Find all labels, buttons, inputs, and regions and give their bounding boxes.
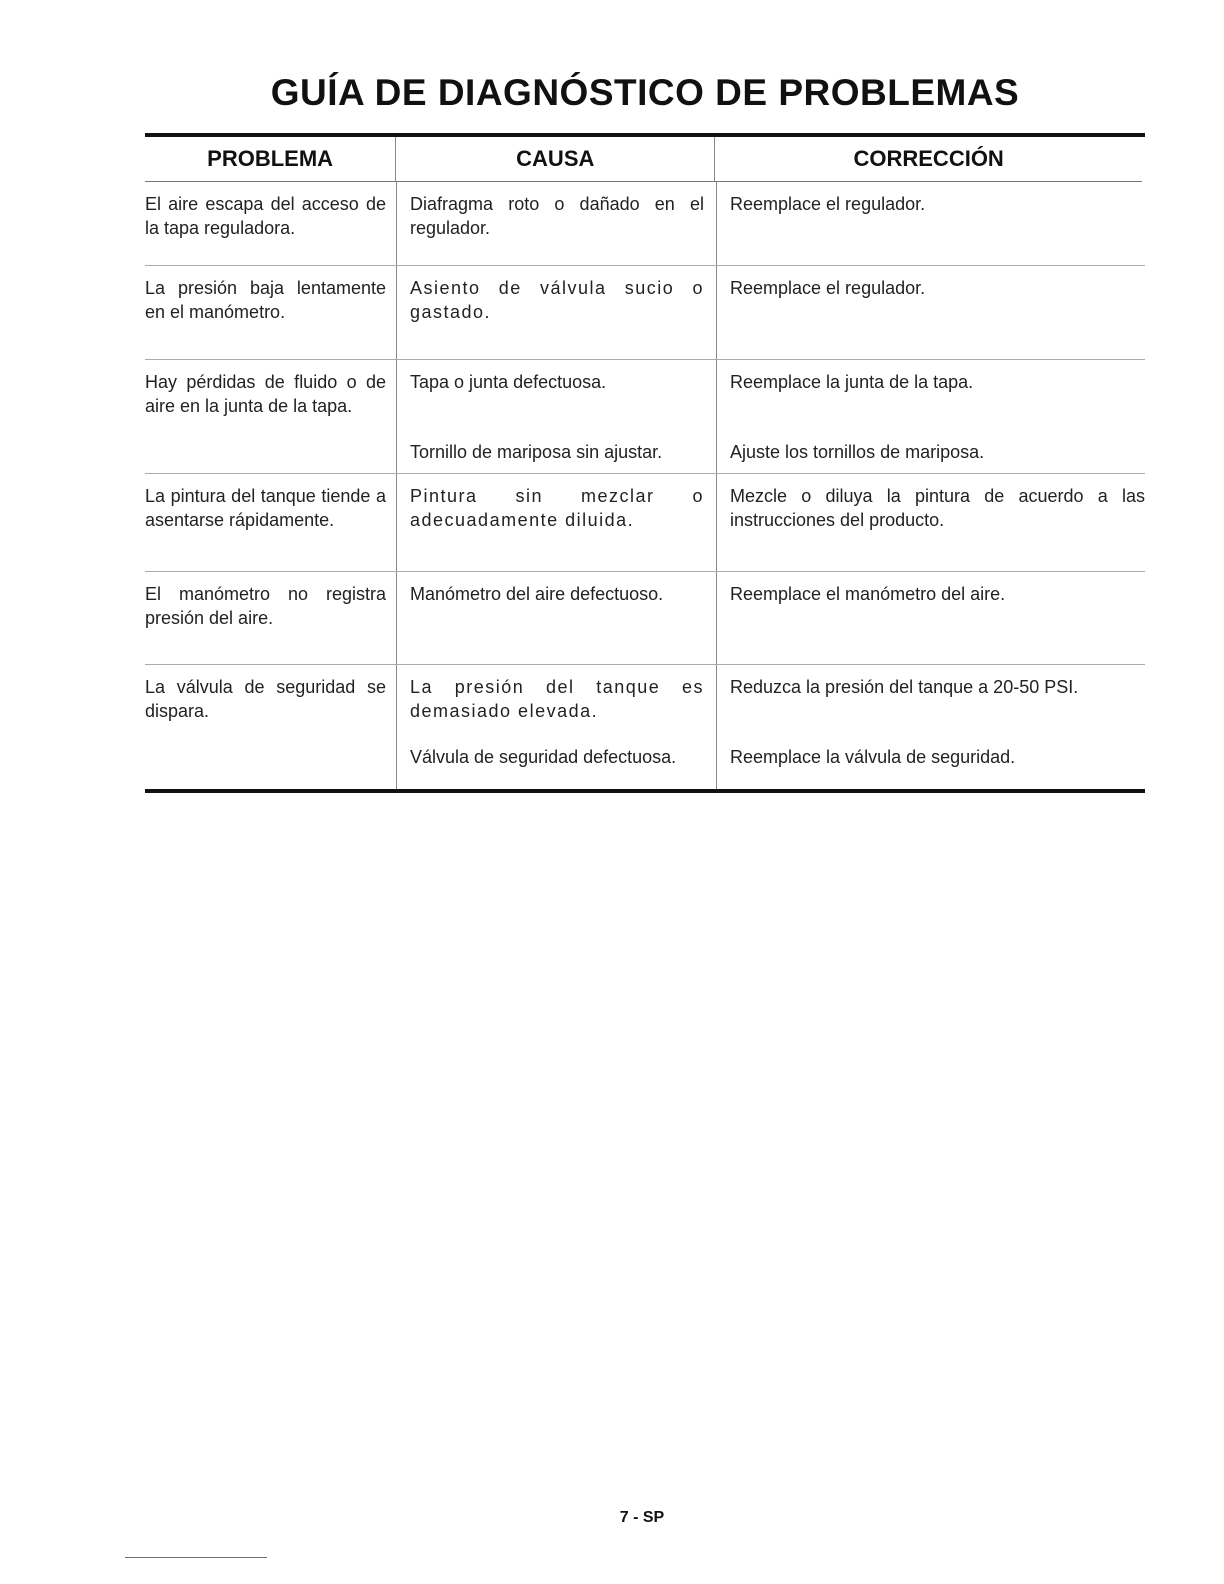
table-row: [145, 360, 1145, 474]
cause-cell: [396, 360, 716, 473]
table-row: [145, 665, 1145, 789]
table-row: [145, 266, 1145, 360]
fix-text: Ajuste los tornillos de mariposa.: [730, 442, 985, 462]
problem-cell: La válvula de seguridad se dispara.: [145, 677, 386, 721]
fix-text: Mezcle o diluya la pintura de acuerdo a las instrucciones del producto.: [730, 486, 1145, 530]
footer-link-underline: [125, 1557, 267, 1558]
cause-text: Pintura sin mezclar o adecuadamente diluida.: [410, 486, 704, 530]
fix-cell: [716, 266, 1145, 359]
cause-text: Diafragma roto o dañado en el regulador.: [410, 194, 704, 238]
table-row: [145, 182, 1145, 266]
fix-cell: [716, 182, 1145, 265]
cause-text: Tornillo de mariposa sin ajustar.: [410, 442, 663, 462]
cause-cell: [396, 266, 716, 359]
table-bottom-rule: [145, 789, 1145, 793]
fix-cell: [716, 474, 1145, 571]
fix-cell: [716, 360, 1145, 473]
page-title: GUÍA DE DIAGNÓSTICO DE PROBLEMAS: [270, 72, 1020, 113]
problem-cell: La presión baja lentamente en el manómetro.: [145, 278, 386, 322]
cause-text: Asiento de válvula sucio o gastado.: [410, 278, 704, 322]
cause-cell: [396, 182, 716, 265]
page-number: 7 - SP: [619, 1509, 665, 1526]
table-header-row: [145, 137, 1142, 182]
fix-text: Reduzca la presión del tanque a 20-50 PSI.: [730, 677, 1079, 697]
fix-cell: [716, 665, 1145, 789]
problem-cell: El aire escapa del acceso de la tapa reguladora.: [145, 194, 386, 238]
header-fix: CORRECCIÓN: [714, 137, 1142, 181]
fix-text: Reemplace el manómetro del aire.: [730, 584, 1006, 604]
fix-text: Reemplace la junta de la tapa.: [730, 372, 974, 392]
fix-text: Reemplace el regulador.: [730, 278, 926, 298]
cause-text: Válvula de seguridad defectuosa.: [410, 747, 677, 767]
fix-cell: [716, 572, 1145, 664]
fix-text: Reemplace el regulador.: [730, 194, 926, 214]
cause-cell: [396, 572, 716, 664]
fix-text: Reemplace la válvula de seguridad.: [730, 747, 1016, 767]
table-row: [145, 572, 1145, 665]
cause-text: Tapa o junta defectuosa.: [410, 372, 607, 392]
cause-cell: [396, 474, 716, 571]
problem-cell: El manómetro no registra presión del aire.: [145, 584, 386, 628]
cause-text: Manómetro del aire defectuoso.: [410, 584, 664, 604]
header-problem: PROBLEMA: [207, 146, 334, 171]
cause-cell: [396, 665, 716, 789]
header-cause: CAUSA: [395, 137, 714, 181]
problem-cell: La pintura del tanque tiende a asentarse rápidamente.: [145, 486, 386, 530]
troubleshooting-table: [145, 133, 1145, 793]
cause-text: La presión del tanque es demasiado elevada.: [410, 677, 704, 721]
table-row: [145, 474, 1145, 572]
problem-cell: Hay pérdidas de fluido o de aire en la junta de la tapa.: [145, 372, 386, 416]
